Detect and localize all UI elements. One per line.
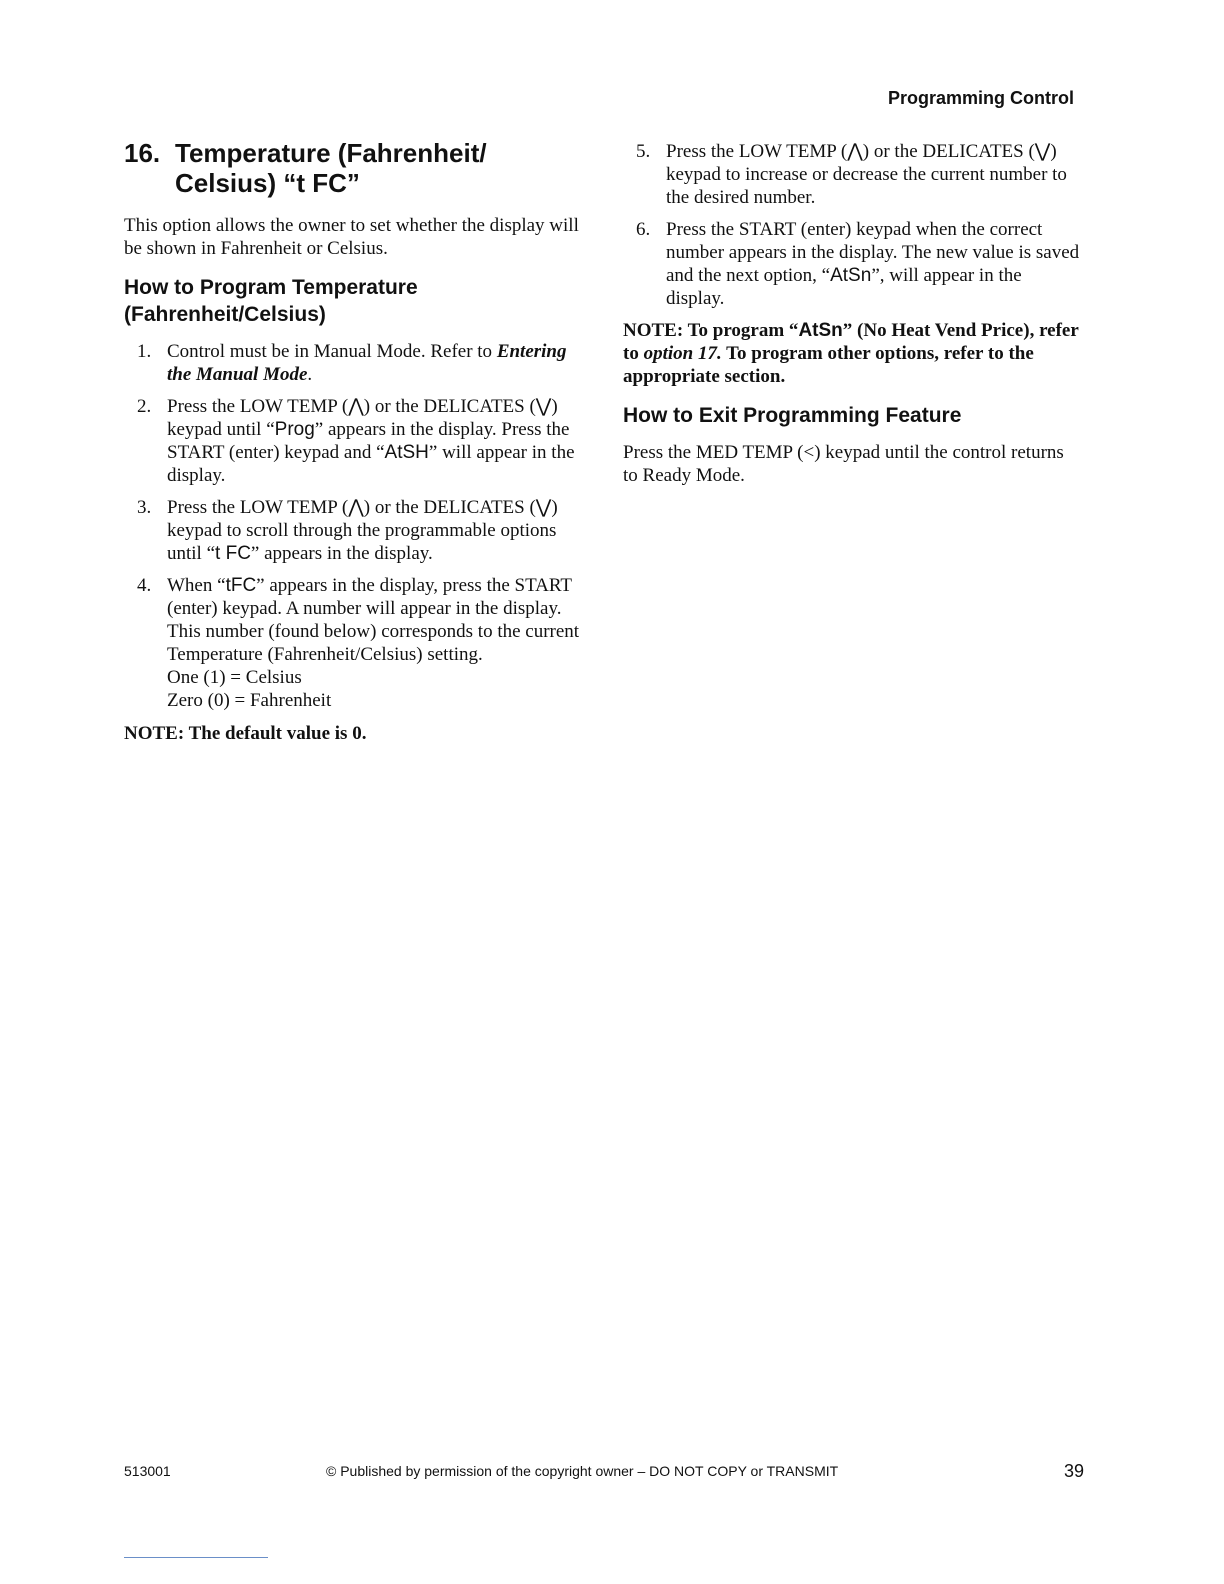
running-header: Programming Control [887,88,1074,108]
step-text: Press the START (enter) keypad when the correct number appears in the display. The new value is saved and the next option, “AtSn”, will appear in the display. [666,219,1080,309]
step-number: 2. [137,396,152,417]
document-number: 513001 [124,1463,171,1479]
page-footer [124,1461,1084,1481]
default-value-note: NOTE: The default value is 0. [124,723,367,744]
step-2 [124,395,580,487]
manual-mode-reference: Entering the Manual Mode [167,341,567,385]
section-number: 16. [124,138,161,168]
step-number: 6. [636,219,651,240]
step-5 [623,140,1083,209]
step-4 [124,574,580,712]
section-intro: This option allows the owner to set whether the display will be shown in Fahrenheit or Celsius. [124,215,579,259]
celsius-value: One (1) = Celsius [167,667,302,688]
right-column [623,140,1083,487]
step-text: When “tFC” appears in the display, press the START (enter) keypad. A number will appear in the display. This number (found below) corresponds to the current Temperature (Fahrenheit/Celsius) setting. One (1) = Celsius Zero (0) = Fahrenheit [167,575,580,711]
page-number: 39 [1063,1461,1084,1481]
steps-list-right [623,140,1083,310]
left-column [124,138,580,745]
howto-heading: How to Program Temperature (Fahrenheit/Celsius) [124,276,418,326]
step-number: 3. [137,497,152,518]
option-17-reference: option 17. [643,343,722,364]
step-text: Press the LOW TEMP (⋀) or the DELICATES (⋁) keypad until “Prog” appears in the display. Press the START (enter) keypad and “AtSH” will appear in the display. [167,396,575,486]
step-number: 5. [636,141,651,162]
step-1 [124,340,580,386]
exit-heading: How to Exit Programming Feature [623,404,962,427]
section-title-text: Temperature (Fahrenheit/ Celsius) “t FC” [175,138,487,198]
footer-rule [124,1557,268,1558]
copyright-notice: © Published by permission of the copyright owner – DO NOT COPY or TRANSMIT [326,1463,839,1479]
section-title [124,138,580,198]
step-3 [124,496,580,565]
step-text: Control must be in Manual Mode. Refer to Entering the Manual Mode. [167,341,567,385]
fahrenheit-value: Zero (0) = Fahrenheit [167,690,332,711]
steps-list-left [124,340,580,712]
step-6 [623,218,1083,310]
program-note: NOTE: To program “AtSn” (No Heat Vend Price), refer to option 17. To program other options, refer to the appropriate section. [623,320,1079,387]
exit-text: Press the MED TEMP (<) keypad until the control returns to Ready Mode. [623,442,1064,486]
step-number: 4. [137,575,152,596]
step-number: 1. [137,341,152,362]
step-text: Press the LOW TEMP (⋀) or the DELICATES (⋁) keypad to increase or decrease the current number to the desired number. [666,141,1067,208]
step-text: Press the LOW TEMP (⋀) or the DELICATES (⋁) keypad to scroll through the programmable options until “t FC” appears in the display. [167,497,558,564]
